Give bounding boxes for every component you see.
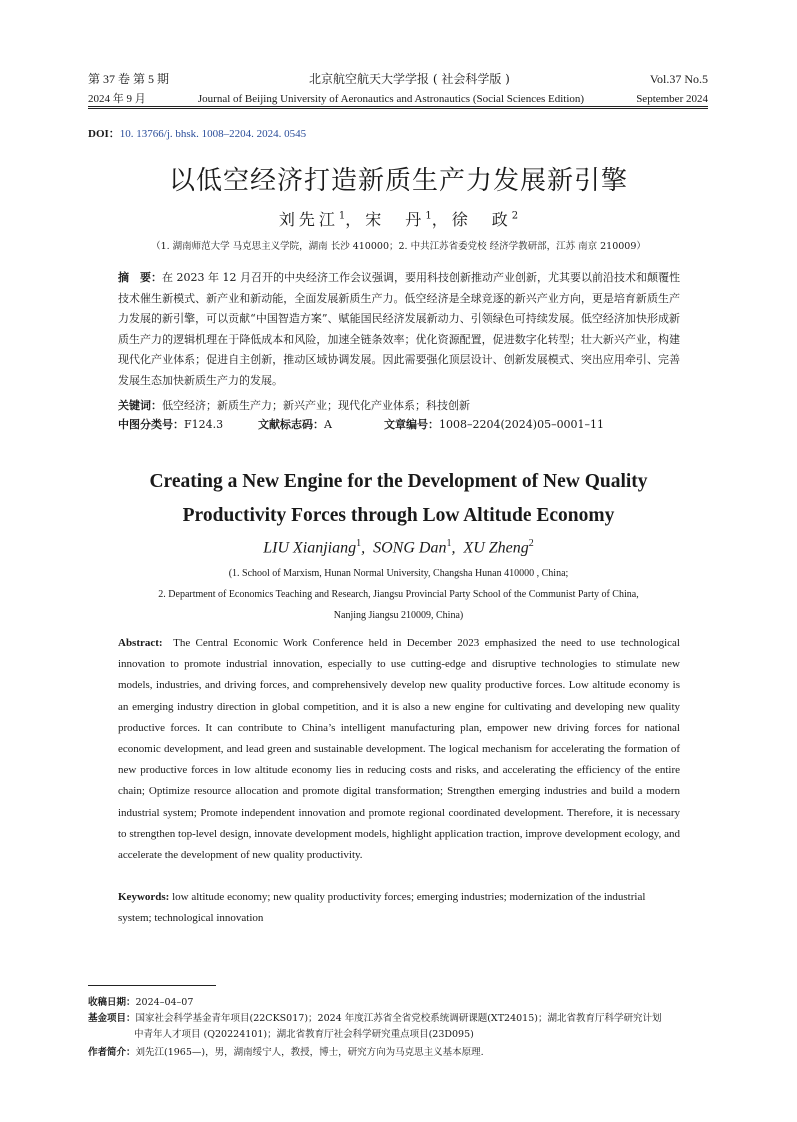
funding-line2: 中青年人才项目 (Q20224101)；湖北省教育厅社会科学研究重点项目(23D095) bbox=[134, 1029, 474, 1040]
author-cn-3: 徐 政 bbox=[451, 210, 512, 229]
doi-line bbox=[88, 125, 306, 141]
author-bio-value: 刘先江(1965—)，男，湖南绥宁人，教授，博士，研究方向为马克思主义基本原理. bbox=[135, 1047, 484, 1058]
header-rule-top bbox=[88, 106, 708, 107]
article-number-label: 文章编号： bbox=[384, 418, 439, 431]
author-cn-1-sup: 1 bbox=[338, 210, 346, 222]
keywords-cn-text: 低空经济；新质生产力；新兴产业；现代化产业体系；科技创新 bbox=[162, 399, 470, 412]
volume-issue-cn: 第 37 卷 第 5 期 bbox=[88, 72, 170, 86]
doc-code-label: 文献标志码： bbox=[258, 418, 324, 431]
affiliation-en-line1: (1. School of Marxism, Hunan Normal University, Changsha Hunan 410000 , China; bbox=[228, 568, 569, 579]
keywords-cn-label: 关键词： bbox=[118, 399, 162, 412]
volume-issue-en: Vol.37 No.5 bbox=[649, 72, 708, 86]
header-rule-bottom bbox=[88, 108, 708, 109]
title-en-line1: Creating a New Engine for the Development of New Quality bbox=[149, 471, 648, 492]
date-en: September 2024 bbox=[636, 93, 708, 105]
keywords-en bbox=[118, 887, 680, 929]
doc-code-value: A bbox=[324, 418, 332, 431]
author-en-2: SONG Dan bbox=[373, 539, 447, 557]
author-cn-1: 刘先江 bbox=[278, 210, 339, 229]
funding-label: 基金项目： bbox=[88, 1013, 136, 1024]
keywords-en-text: low altitude economy; new quality productivity forces; emerging industries; modernization of the industrial system; technological innovation bbox=[118, 891, 646, 924]
affiliations-en bbox=[0, 563, 797, 626]
abstract-cn bbox=[118, 268, 680, 391]
abstract-cn-label: 摘 要： bbox=[118, 271, 163, 284]
keywords-cn bbox=[118, 397, 680, 415]
keywords-en-label: Keywords: bbox=[118, 891, 170, 903]
author-cn-3-sup: 2 bbox=[511, 210, 519, 222]
funding-line1: 国家社会科学基金青年项目(22CKS017)；2024 年度江苏省全省党校系统调研课题(XT24015)；湖北省教育厅科学研究计划 bbox=[135, 1013, 662, 1024]
title-en bbox=[0, 465, 797, 533]
affiliation-en-line2: 2. Department of Economics Teaching and Research, Jiangsu Provincial Party School of the Communist Party of China, bbox=[158, 589, 639, 600]
clc-value: F124.3 bbox=[184, 418, 224, 431]
affiliations-cn: （1. 湖南师范大学 马克思主义学院，湖南 长沙 410000；2. 中共江苏省委党校 经济学教研部，江苏 南京 210009） bbox=[151, 241, 646, 252]
running-header-row2 bbox=[88, 90, 708, 106]
author-bio-label: 作者简介： bbox=[88, 1047, 136, 1058]
author-en-3: XU Zheng bbox=[463, 539, 529, 557]
title-en-line2: Productivity Forces through Low Altitude Economy bbox=[182, 505, 615, 526]
title-cn: 以低空经济打造新质生产力发展新引擎 bbox=[168, 166, 628, 196]
author-en-1: LIU Xianjiang bbox=[263, 539, 357, 557]
authors-en: LIU Xianjiang$^1$, SONG Dan$^1$, XU Zheng$^2$ bbox=[263, 538, 534, 557]
classification-line bbox=[118, 416, 680, 432]
author-en-1-sup: 1 bbox=[356, 538, 362, 549]
clc-label: 中图分类号： bbox=[118, 418, 184, 431]
received-label: 收稿日期： bbox=[88, 997, 136, 1008]
footnote-funding bbox=[88, 1011, 718, 1043]
footnote-author-bio bbox=[88, 1045, 718, 1061]
journal-name-en: Journal of Beijing University of Aeronautics and Astronautics (Social Sciences Edition) bbox=[197, 93, 585, 105]
author-en-3-sup: 2 bbox=[528, 538, 534, 549]
journal-name-cn: 北京航空航天大学学报 ( 社会科学版 ) bbox=[309, 72, 510, 86]
abstract-cn-text: 在 2023 年 12 月召开的中央经济工作会议强调，要用科技创新推动产业创新，尤其要以前沿技术和颠覆性技术催生新模式、新产业和新动能，全面发展新质生产力。低空经济是全球竞逐的新兴产业方向，更是培育新质生产力发展的新引擎，可以贡献“中国智造方案”、赋能国民经济发展新动力、引领绿色可持续发展。低空经济加快形成新质生产力的逻辑机理在于降低成本和风险，加速全链条效率；优化资源配置，促进数字化转型；壮大新兴产业，构建现代化产业体系；促进自主创新，推动区域协调发展。因此需要强化顶层设计、创新发展模式、突出应用牵引、完善发展生态加快新质生产力的发展。 bbox=[118, 271, 681, 387]
doi-link[interactable]: 10. 13766/j. bhsk. 1008–2204. 2024. 0545 bbox=[119, 128, 307, 140]
footnote-received bbox=[88, 995, 718, 1011]
affiliation-en-line3: Nanjing Jiangsu 210009, China) bbox=[333, 610, 464, 621]
received-value: 2024–04–07 bbox=[135, 997, 194, 1008]
author-cn-2: 宋 丹 bbox=[365, 210, 426, 229]
authors-cn: 刘先江$^1$，宋 丹$^1$，徐 政$^2$ bbox=[278, 210, 519, 229]
article-number-value: 1008–2204(2024)05–0001–11 bbox=[439, 418, 605, 431]
abstract-en bbox=[118, 633, 680, 866]
doi-label: DOI： bbox=[88, 128, 120, 140]
author-en-2-sup: 1 bbox=[446, 538, 452, 549]
abstract-en-text: The Central Economic Work Conference held in December 2023 emphasized the need to use technological innovation to promote industrial innovation, especially to use cutting-edge and disruptive technologies to stimulate new models, industries, and driving forces, and comprehensively develop new quality productive forces. Low altitude economy is an emerging industry direction in global competition, and it is also a new engine for cultivating and developing new quality productive forces. It can contribute to China’s intelligent manufacturing plan, empower new driving forces for national economic development, and lead green and sustainable development. The logical mechanism for accelerating the formation of new productive forces in low altitude economy lies in reducing costs and risks, and accelerating the efficiency of the entire chain; Optimize resource allocation and promote digital transformation; Strengthen emerging industries and build a modern industrial system; Promote independent innovation and promote regional coordinated development. Therefore, it is necessary to strengthen top-level design, innovate development models, highlight application traction, improve development ecology, and accelerate the development of new quality productivity. bbox=[118, 637, 680, 862]
author-cn-2-sup: 1 bbox=[425, 210, 432, 222]
running-header-row1 bbox=[88, 70, 708, 87]
footnote-rule bbox=[88, 985, 216, 986]
abstract-en-label: Abstract: bbox=[118, 637, 163, 649]
date-cn: 2024 年 9 月 bbox=[88, 93, 146, 105]
